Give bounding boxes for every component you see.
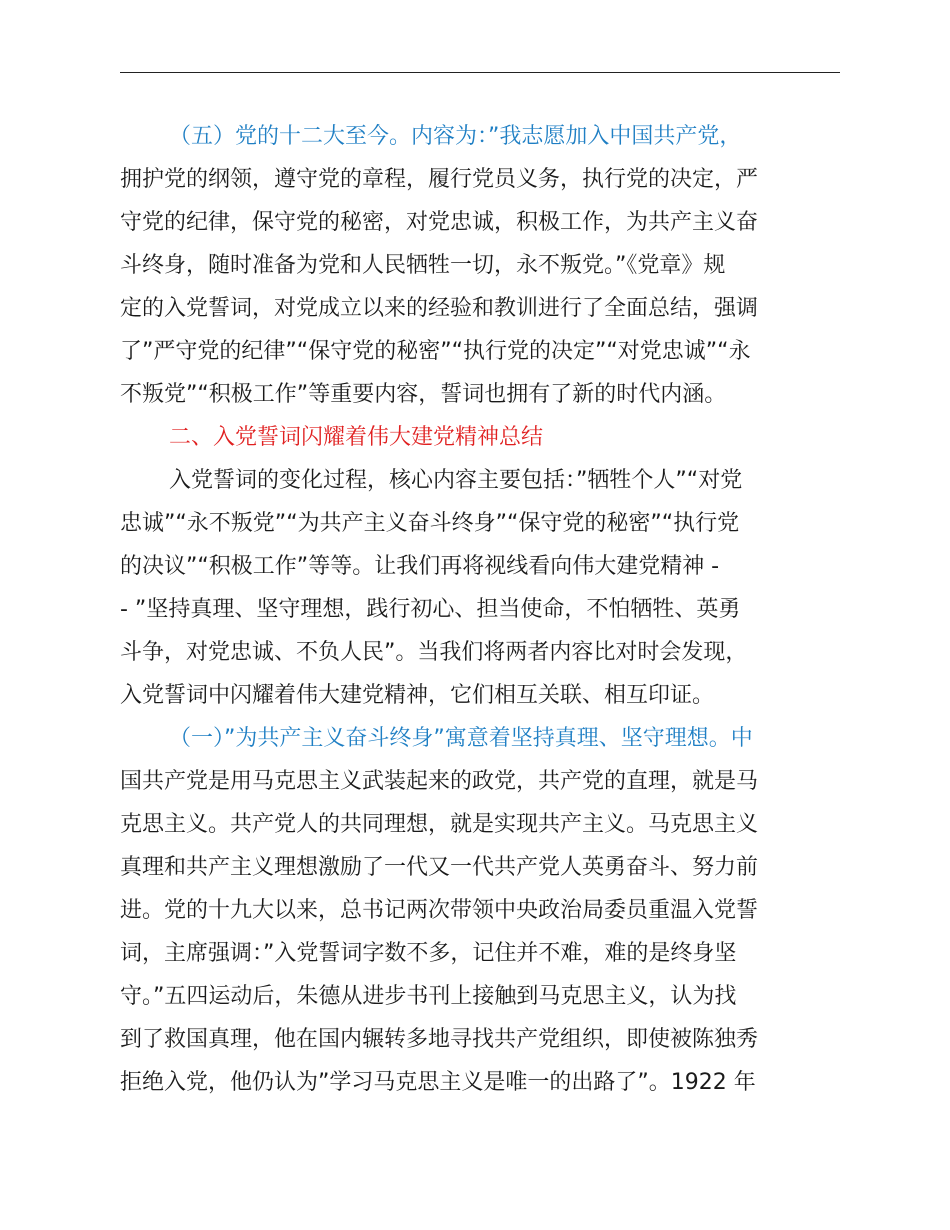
document-body [120,115,840,1104]
paragraph-line: 真理和共产主义理想激励了一代又一代共产党人英勇奋斗、努力前 [120,855,759,880]
paragraph-line: 拥护党的纲领，遵守党的章程，履行党员义务，执行党的决定，严 [120,167,759,192]
section-subheading-5 [169,115,741,158]
paragraph-line: 入党誓词中闪耀着伟大建党精神，它们相互关联、相互印证。 [120,683,715,708]
paragraph-line: 克思主义。共产党人的共同理想，就是实现共产主义。马克思主义 [120,812,759,837]
subheading-text: （五）党的十二大至今。内容为：”我志愿加入中国共产党， [169,124,742,149]
paragraph-line: 斗争，对党忠诚、不负人民”。当我们将两者内容比对时会发现， [120,640,748,665]
paragraph-line: 入党誓词的变化过程，核心内容主要包括：”牺牲个人”“对党 [169,468,743,493]
paragraph-line: 的决议”“积极工作”等等。让我们再将视线看向伟大建党精神 - [120,554,720,579]
paragraph-line: 守党的纪律，保守党的秘密，对党忠诚，积极工作，为共产主义奋 [120,210,759,235]
paragraph-line [120,115,840,158]
paragraph-line: - ”坚持真理、坚守理想，践行初心、担当使命，不怕牺牲、英勇 [120,597,741,622]
paragraph-line: 忠诚”“永不叛党”“为共产主义奋斗终身”“保守党的秘密”“执行党 [120,511,740,536]
paragraph-line: 斗终身，随时准备为党和人民牺牲一切，永不叛党。”《党章》规 [120,253,726,278]
paragraph-line: 进。党的十九大以来，总书记两次带领中央政治局委员重温入党誓 [120,898,759,923]
paragraph-line: 定的入党誓词，对党成立以来的经验和教训进行了全面总结，强调 [120,296,759,321]
section-subheading-1: （一）”为共产主义奋斗终身”寓意着坚持真理、坚守理想。中 [169,726,753,751]
paragraph-line: 了”严守党的纪律”“保守党的秘密”“执行党的决定”“对党忠诚”“永 [120,339,751,364]
paragraph-line: 守。”五四运动后，朱德从进步书刊上接触到马克思主义，认为找 [120,984,737,1009]
section-heading-2: 二、入党誓词闪耀着伟大建党精神总结 [169,425,544,450]
paragraph-line: 国共产党是用马克思主义武装起来的政党，共产党的直理，就是马 [120,769,759,794]
paragraph-line: 拒绝入党，他仍认为”学习马克思主义是唯一的出路了”。1922 年 [120,1070,756,1095]
paragraph-line: 不叛党”“积极工作”等重要内容，誓词也拥有了新的时代内涵。 [120,382,727,407]
paragraph-line: 词，主席强调：”入党誓词字数不多，记住并不难，难的是终身坚 [120,941,737,966]
header-rule [120,72,840,73]
paragraph-line: 到了救国真理，他在国内辗转多地寻找共产党组织，即使被陈独秀 [120,1027,759,1052]
